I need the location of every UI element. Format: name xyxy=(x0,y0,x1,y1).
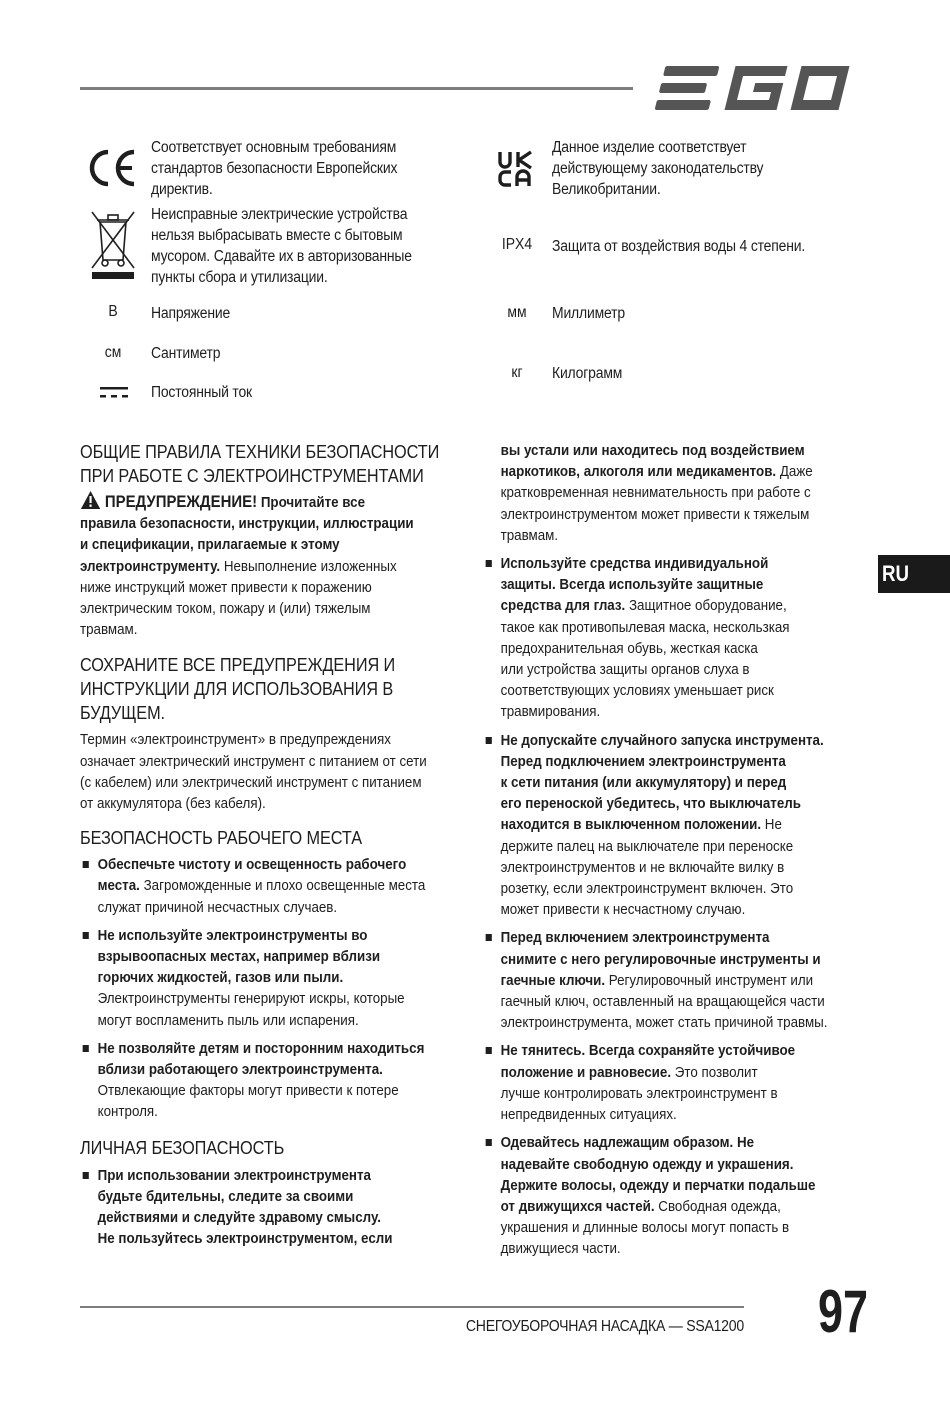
dc-current-icon xyxy=(100,386,128,405)
heading-workplace-safety: БЕЗОПАСНОСТЬ РАБОЧЕГО МЕСТА xyxy=(80,827,363,849)
symbol-kg: кг xyxy=(511,364,523,381)
symbol-volt-text: Напряжение xyxy=(151,305,231,322)
footer-title: СНЕГОУБОРОЧНАЯ НАСАДКА — SSA1200 xyxy=(466,1318,744,1335)
heading-personal-safety: ЛИЧНАЯ БЕЗОПАСНОСТЬ xyxy=(80,1136,285,1158)
symbol-mm-text: Миллиметр xyxy=(552,305,625,322)
symbol-weee-text: Неисправные электрические устройства нельзя выбрасывать вместе с бытовым мусором. Сдавайте их в авторизованные пункты сбора и утилизации. xyxy=(151,206,412,286)
ce-mark-icon xyxy=(88,148,140,193)
symbol-mm: мм xyxy=(507,304,527,321)
header-rule xyxy=(80,87,633,90)
symbol-cm-text: Сантиметр xyxy=(151,345,221,362)
left-column xyxy=(80,440,458,1249)
right-column xyxy=(483,440,861,1260)
symbol-kg-text: Килограмм xyxy=(552,365,623,382)
symbol-ce-text: Соответствует основным требованиям стандартов безопасности Европейских директив. xyxy=(151,139,398,198)
heading-general-rules: ОБЩИЕ ПРАВИЛА ТЕХНИКИ БЕЗОПАСНОСТИ ПРИ РАБОТЕ С ЭЛЕКТРОИНСТРУМЕНТАМИ xyxy=(80,441,440,486)
personal-bullet-4: Перед включением электроинструмента снимите с него регулировочные инструменты и гаечные ключи. Регулировочный инструмент или гаечный ключ, оставленный на вращающейся части электроинструмента, может стать причиной травмы. xyxy=(483,927,861,1033)
work-bullet-2: Не используйте электроинструменты во взрывоопасных местах, например вблизи горючих жидкостей, газов или пыли. Электроинструменты генерируют искры, которые могут воспламенить пыль или испарения. xyxy=(80,925,458,1031)
symbol-volt: В xyxy=(108,303,118,320)
symbol-ukca-text: Данное изделие соответствует действующему законодательству Великобритании. xyxy=(552,139,764,198)
ego-logo xyxy=(652,64,862,117)
personal-bullet-5: Не тянитесь. Всегда сохраняйте устойчивое положение и равновесие. Это позволит лучше контролировать электроинструмент в непредвиденных ситуациях. xyxy=(483,1040,861,1125)
symbol-cm: см xyxy=(104,344,122,361)
ego-logo-icon xyxy=(652,64,862,112)
symbol-ipx4: IPX4 xyxy=(501,236,533,253)
personal-bullet-6: Одевайтесь надлежащим образом. Не надевайте свободную одежду и украшения. Держите волосы, одежду и перчатки подальше от движущихся частей. Свободная одежда, украшения и длинные волосы могут попасть в движущиеся части. xyxy=(483,1132,861,1259)
work-bullet-3: Не позволяйте детям и посторонним находиться вблизи работающего электроинструмента. Отвлекающие факторы могут привести к потере контроля. xyxy=(80,1038,458,1123)
term-paragraph: Термин «электроинструмент» в предупреждениях означает электрический инструмент с питанием от сети (с кабелем) или электрический инструмент с питанием от аккумулятора (без кабеля). xyxy=(80,731,427,813)
weee-bin-icon xyxy=(88,208,138,293)
personal-bullet-3: Не допускайте случайного запуска инструмента. Перед подключением электроинструмента к сети питания (или аккумулятору) и перед его переноской убедитесь, что выключатель находится в выключенном положении. Не держите палец на выключателе при переноске электроинструментов и не включайте вилку в розетку, если электроинструмент включен. Это может привести к несчастному случаю. xyxy=(483,730,861,921)
warning-triangle-icon xyxy=(80,490,101,510)
footer-rule xyxy=(80,1306,744,1308)
work-bullet-1: Обеспечьте чистоту и освещенность рабочего места. Загроможденные и плохо освещенные места служат причиной несчастных случаев. xyxy=(80,854,458,918)
personal-bullet-1-continued: вы устали или находитесь под воздействием наркотиков, алкоголя или медикаментов. Даже кратковременная невнимательность при работе с электроинструментом может привести к тяжелым травмам. xyxy=(500,442,813,544)
symbol-dc-text: Постоянный ток xyxy=(151,384,252,401)
language-tab-ru: RU xyxy=(878,555,950,593)
page-number: 97 xyxy=(818,1278,869,1345)
personal-bullet-1: При использовании электроинструмента будьте бдительны, следите за своими действиями и следуйте здравому смыслу. Не пользуйтесь электроинструментом, если xyxy=(80,1165,458,1250)
symbol-ipx4-text: Защита от воздействия воды 4 степени. xyxy=(552,238,806,255)
heading-save-warnings: СОХРАНИТЕ ВСЕ ПРЕДУПРЕЖДЕНИЯ И ИНСТРУКЦИИ ДЛЯ ИСПОЛЬЗОВАНИЯ В БУДУЩЕМ. xyxy=(80,654,396,724)
personal-bullet-2: Используйте средства индивидуальной защиты. Всегда используйте защитные средства для глаз. Защитное оборудование, такое как противопылевая маска, нескользкая предохранительная обувь, жесткая каска или устройства защиты органов слуха в соответствующих условиях уменьшает риск травмирования. xyxy=(483,553,861,723)
warning-paragraph: ПРЕДУПРЕЖДЕНИЕ! Прочитайте все правила безопасности, инструкции, иллюстрации и спецификации, прилагаемые к этому электроинструменту. Невыполнение изложенных ниже инструкций может привести к поражению электрическим током, пожару и (или) тяжелым травмам. xyxy=(80,492,414,639)
ukca-mark-icon xyxy=(497,150,535,193)
